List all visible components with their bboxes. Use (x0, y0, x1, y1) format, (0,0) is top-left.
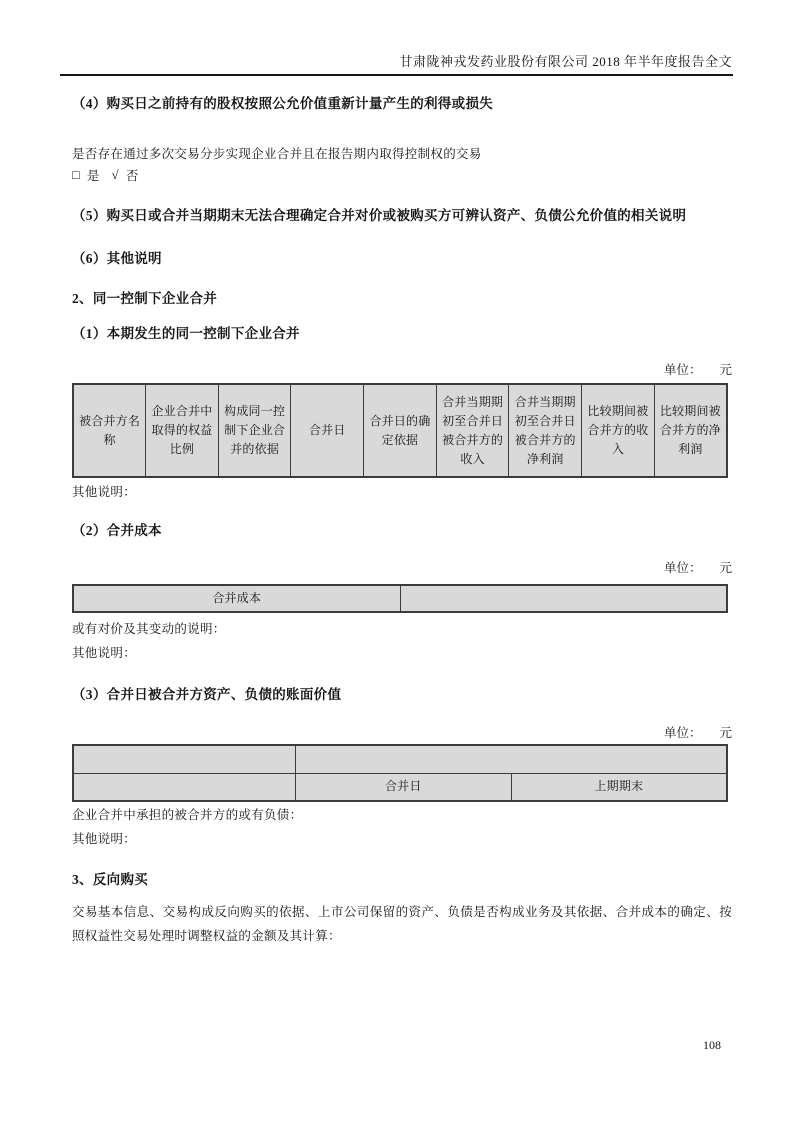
step-acquisition-question: 是否存在通过多次交易分步实现企业合并且在报告期内取得控制权的交易 (72, 147, 482, 161)
section-2-1-heading: （1）本期发生的同一控制下企业合并 (72, 326, 300, 341)
col-merged-party-name: 被合并方名称 (73, 384, 146, 477)
col-comparative-net-profit: 比较期间被合并方的净利润 (654, 384, 727, 477)
col-basis-same-control: 构成同一控制下企业合并的依据 (218, 384, 291, 477)
option-yes-label: 是 (86, 169, 100, 183)
section-4-heading: （4）购买日之前持有的股权按照公允价值重新计量产生的利得或损失 (72, 96, 494, 111)
table-header-row (73, 384, 727, 477)
col-equity-ratio-acquired: 企业合并中取得的权益比例 (146, 384, 219, 477)
section-6-heading: （6）其他说明 (72, 251, 162, 266)
unit-value: 元 (719, 363, 732, 377)
unit-note-2 (664, 558, 732, 576)
other-note-1: 其他说明： (72, 485, 137, 499)
other-note-2: 其他说明： (72, 646, 137, 660)
col-income-to-merge-date: 合并当期期初至合并日被合并方的收入 (436, 384, 509, 477)
table-row (73, 773, 727, 801)
unit-note-1 (664, 360, 732, 378)
step-acquisition-options (72, 166, 732, 184)
col-comparative-income: 比较期间被合并方的收入 (582, 384, 655, 477)
table-row (73, 745, 727, 773)
col-merge-date-basis: 合并日的确定依据 (364, 384, 437, 477)
merge-cost-table (72, 584, 728, 613)
unit-note-3 (664, 723, 732, 741)
section-2-2-heading: （2）合并成本 (72, 523, 162, 538)
contingent-liability-note: 企业合并中承担的被合并方的或有负债： (72, 808, 303, 822)
unit-label: 单位： (663, 363, 702, 377)
merge-cost-value-cell (400, 585, 727, 612)
reverse-purchase-paragraph: 交易基本信息、交易构成反向购买的依据、上市公司保留的资产、负债是否构成业务及其依据、合并成本的确定、按照权益性交易处理时调整权益的金额及其计算： (72, 905, 732, 943)
book-value-input-cell (295, 745, 727, 773)
unit-value: 元 (719, 726, 732, 740)
book-value-blank-cell (73, 773, 295, 801)
book-value-table (72, 744, 728, 802)
unit-label: 单位： (663, 561, 702, 575)
table-row (73, 585, 727, 612)
page-number: 108 (703, 1038, 721, 1052)
unit-value: 元 (719, 561, 732, 575)
checkbox-unchecked-icon: □ (72, 167, 80, 182)
header-divider (60, 74, 733, 76)
section-5-heading: （5）购买日或合并当期期末无法合理确定合并对价或被购买方可辨认资产、负债公允价值的相关说明 (72, 208, 687, 223)
option-no-label: 否 (125, 169, 139, 183)
col-net-profit-to-merge-date: 合并当期期初至合并日被合并方的净利润 (509, 384, 582, 477)
section-2-heading: 2、同一控制下企业合并 (72, 291, 218, 306)
merge-cost-label-cell: 合并成本 (73, 585, 400, 612)
col-prior-period-end-header: 上期期末 (511, 773, 727, 801)
col-merge-date-header: 合并日 (295, 773, 511, 801)
check-mark-icon: √ (111, 167, 119, 182)
other-note-3: 其他说明： (72, 832, 137, 846)
section-2-3-heading: （3）合并日被合并方资产、负债的账面价值 (72, 687, 342, 702)
book-value-blank-header-cell (73, 745, 295, 773)
unit-label: 单位： (663, 726, 702, 740)
section-3-heading: 3、反向购买 (72, 872, 149, 887)
same-control-merge-table (72, 383, 728, 478)
contingent-consideration-note: 或有对价及其变动的说明： (72, 622, 226, 636)
page-header-title: 甘肃陇神戎发药业股份有限公司 2018 年半年度报告全文 (399, 54, 732, 69)
col-merge-date: 合并日 (291, 384, 364, 477)
